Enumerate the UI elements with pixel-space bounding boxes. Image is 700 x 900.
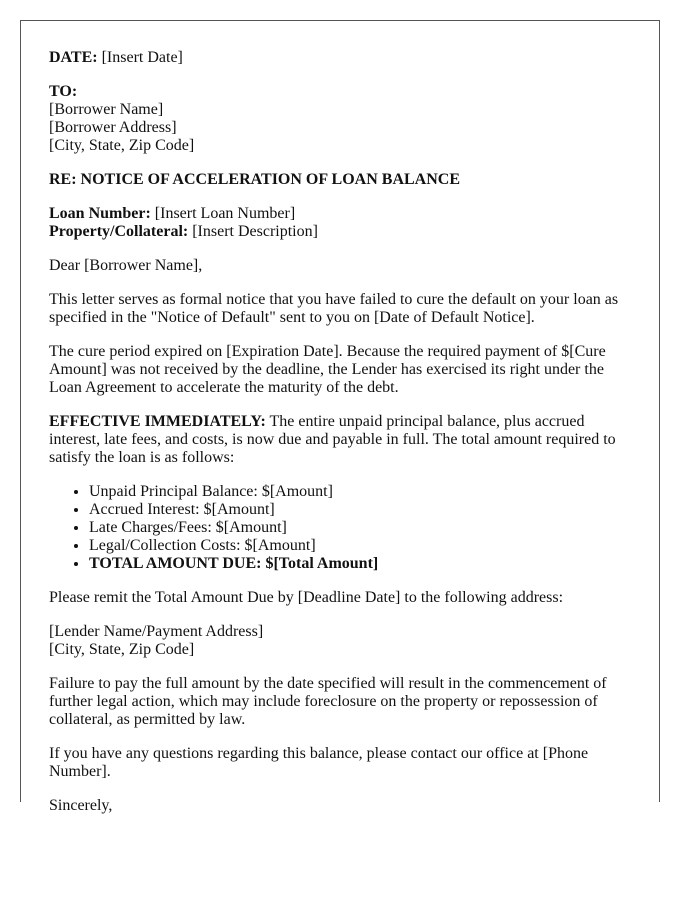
salutation: Dear [Borrower Name], xyxy=(49,257,203,274)
to-label: TO: xyxy=(49,83,78,100)
paragraph-remit: Please remit the Total Amount Due by [Deadline Date] to the following address: xyxy=(49,589,564,606)
subject-line xyxy=(49,171,631,189)
loan-number-label: Loan Number: xyxy=(49,205,151,222)
amount-late-charges: • Late Charges/Fees: $[Amount] xyxy=(89,519,631,537)
property-value: [Insert Description] xyxy=(192,223,318,240)
loan-number-value: [Insert Loan Number] xyxy=(154,205,296,222)
property-label: Property/Collateral: xyxy=(49,223,189,240)
date-value: [Insert Date] xyxy=(101,49,183,66)
subject-text: RE: NOTICE OF ACCELERATION OF LOAN BALANCE xyxy=(49,171,461,188)
letter-content xyxy=(21,21,659,815)
effective-label: EFFECTIVE IMMEDIATELY: xyxy=(49,413,266,430)
property-line xyxy=(49,223,631,241)
payment-address-line-1: [Lender Name/Payment Address] xyxy=(49,623,264,640)
paragraph-questions: If you have any questions regarding this balance, please contact our office at [Phone Number]. xyxy=(49,745,589,780)
paragraph-effective xyxy=(49,413,631,467)
loan-details xyxy=(49,205,631,241)
payment-address-line-2: [City, State, Zip Code] xyxy=(49,641,195,658)
borrower-address: [Borrower Address] xyxy=(49,119,177,136)
loan-number-line xyxy=(49,205,631,223)
recipient-block xyxy=(49,83,631,155)
paragraph-notice: This letter serves as formal notice that you have failed to cure the default on your loan as specified in the "Notice of Default" sent to you on [Date of Default Notice]. xyxy=(49,291,619,326)
letter-page xyxy=(20,20,660,814)
borrower-city-state-zip: [City, State, Zip Code] xyxy=(49,137,195,154)
date-line xyxy=(49,49,631,67)
amount-legal-costs: • Legal/Collection Costs: $[Amount] xyxy=(89,537,631,555)
paragraph-cure-period: The cure period expired on [Expiration Date]. Because the required payment of $[Cure Amount] was not received by the deadline, the Lender has exercised its right under the Loan Agreement to accelerate the maturity of the debt. xyxy=(49,343,606,396)
amount-principal: • Unpaid Principal Balance: $[Amount] xyxy=(89,483,631,501)
borrower-name: [Borrower Name] xyxy=(49,101,164,118)
closing: Sincerely, xyxy=(49,797,113,814)
payment-address-block xyxy=(49,623,631,659)
amount-interest: • Accrued Interest: $[Amount] xyxy=(89,501,631,519)
amount-total-due: • TOTAL AMOUNT DUE: $[Total Amount] xyxy=(89,555,631,573)
amount-list xyxy=(49,483,631,573)
date-label: DATE: xyxy=(49,49,98,66)
paragraph-failure: Failure to pay the full amount by the date specified will result in the commencement of further legal action, which may include foreclosure on the property or repossession of collateral, as permitted by law. xyxy=(49,675,607,728)
effective-text: The entire unpaid principal balance, plus accrued interest, late fees, and costs, is now due and payable in full. The total amount required to satisfy the loan is as follows: xyxy=(49,413,616,466)
